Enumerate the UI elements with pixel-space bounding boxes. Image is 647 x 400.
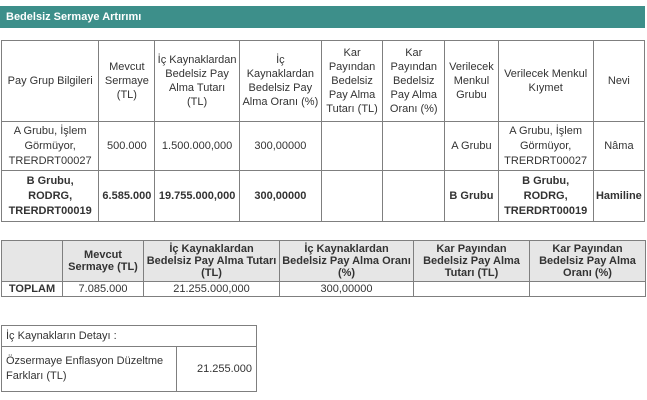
total-kar-payi-tutar <box>414 282 530 297</box>
cell-menkul-kiymet: B Grubu, RODRG, TRERDRT00019 <box>498 171 593 222</box>
col-header-ic-kaynak-oran: İç Kaynaklardan Bedelsiz Pay Alma Oranı (%) <box>239 41 321 122</box>
col-header-mevcut-sermaye: Mevcut Sermaye (TL) <box>99 41 155 122</box>
cell-ic-kaynak-oran: 300,00000 <box>239 171 321 222</box>
cell-nevi: Nâma <box>593 122 644 171</box>
internal-resources-detail-table <box>1 325 257 392</box>
total-ic-kaynak-oran: 300,00000 <box>280 282 414 297</box>
capital-increase-table <box>1 40 645 222</box>
cell-nevi: Hamiline <box>593 171 644 222</box>
cell-ic-kaynak-tutar: 19.755.000,000 <box>155 171 239 222</box>
cell-kar-payi-oran <box>383 122 445 171</box>
table-row <box>2 122 645 171</box>
cell-kar-payi-tutar <box>321 122 382 171</box>
section-title: Bedelsiz Sermaye Artırımı <box>0 6 645 28</box>
col-header-kar-payi-tutar: Kar Payından Bedelsiz Pay Alma Tutarı (TL) <box>321 41 382 122</box>
table-header-row <box>2 41 645 122</box>
cell-pay-grup: B Grubu, RODRG, TRERDRT00019 <box>2 171 99 222</box>
detail-row <box>2 347 257 392</box>
total-mevcut-sermaye: 7.085.000 <box>63 282 144 297</box>
total-col-header-ic-kaynak-tutar: İç Kaynaklardan Bedelsiz Pay Alma Tutarı (TL) <box>144 241 280 282</box>
col-header-pay-grup: Pay Grup Bilgileri <box>2 41 99 122</box>
total-col-header-kar-payi-tutar: Kar Payından Bedelsiz Pay Alma Tutarı (TL) <box>414 241 530 282</box>
col-header-menkul-kiymet: Verilecek Menkul Kıymet <box>498 41 593 122</box>
total-ic-kaynak-tutar: 21.255.000,000 <box>144 282 280 297</box>
detail-item-value: 21.255.000 <box>177 347 257 392</box>
cell-mevcut-sermaye: 500.000 <box>99 122 155 171</box>
cell-ic-kaynak-oran: 300,00000 <box>239 122 321 171</box>
cell-menkul-grubu: B Grubu <box>445 171 498 222</box>
detail-item-name: Özsermaye Enflasyon Düzeltme Farkları (TL) <box>2 347 177 392</box>
cell-mevcut-sermaye: 6.585.000 <box>99 171 155 222</box>
total-col-header-kar-payi-oran: Kar Payından Bedelsiz Pay Alma Oranı (%) <box>530 241 646 282</box>
total-header-row <box>2 241 646 282</box>
total-kar-payi-oran <box>530 282 646 297</box>
total-col-header-ic-kaynak-oran: İç Kaynaklardan Bedelsiz Pay Alma Oranı (%) <box>280 241 414 282</box>
table-row <box>2 171 645 222</box>
cell-ic-kaynak-tutar: 1.500.000,000 <box>155 122 239 171</box>
cell-kar-payi-tutar <box>321 171 382 222</box>
cell-pay-grup: A Grubu, İşlem Görmüyor, TRERDRT00027 <box>2 122 99 171</box>
total-row <box>2 282 646 297</box>
cell-kar-payi-oran <box>383 171 445 222</box>
total-col-header-blank <box>2 241 63 282</box>
col-header-kar-payi-oran: Kar Payından Bedelsiz Pay Alma Oranı (%) <box>383 41 445 122</box>
total-col-header-mevcut-sermaye: Mevcut Sermaye (TL) <box>63 241 144 282</box>
col-header-nevi: Nevi <box>593 41 644 122</box>
total-table <box>1 240 646 297</box>
cell-menkul-grubu: A Grubu <box>445 122 498 171</box>
detail-title-row <box>2 326 257 347</box>
detail-title: İç Kaynakların Detayı : <box>2 326 257 347</box>
total-label: TOPLAM <box>2 282 63 297</box>
col-header-ic-kaynak-tutar: İç Kaynaklardan Bedelsiz Pay Alma Tutarı (TL) <box>155 41 239 122</box>
cell-menkul-kiymet: A Grubu, İşlem Görmüyor, TRERDRT00027 <box>498 122 593 171</box>
col-header-menkul-grubu: Verilecek Menkul Grubu <box>445 41 498 122</box>
